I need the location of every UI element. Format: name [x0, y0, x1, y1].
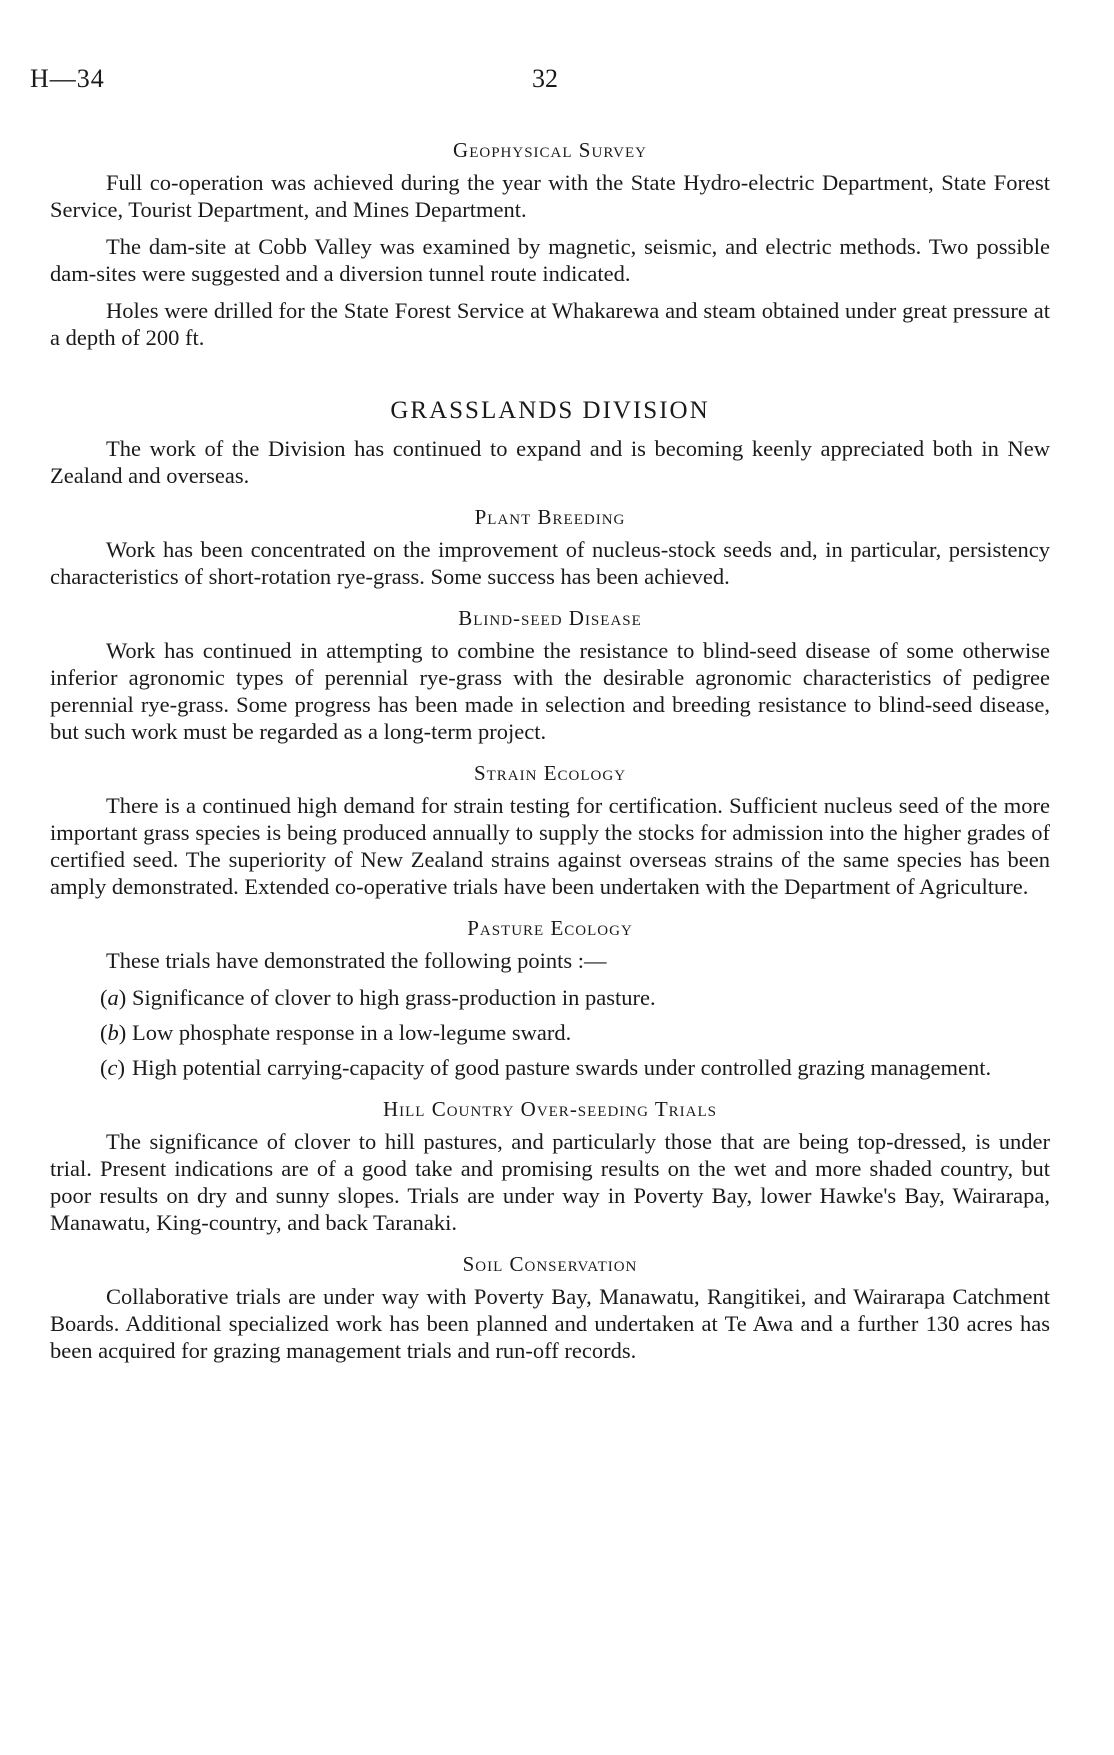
- list-item-letter: b: [107, 1020, 119, 1045]
- list-item-text: Low phosphate response in a low-legume sward.: [132, 1020, 572, 1045]
- pasture-ecology-intro: These trials have demonstrated the following points :—: [106, 948, 607, 973]
- plant-breeding-heading: Plant Breeding: [474, 505, 626, 529]
- list-item-marker: (c): [100, 1055, 125, 1080]
- list-item: [50, 1019, 1050, 1046]
- grasslands-intro-paragraph: The work of the Division has continued to expand and is becoming keenly appreciated both in New Zealand and overseas.: [50, 436, 1050, 488]
- soil-conservation-heading: Soil Conservation: [462, 1252, 638, 1276]
- grasslands-division-heading: GRASSLANDS DIVISION: [390, 397, 710, 424]
- soil-conservation-section: [50, 1252, 1050, 1364]
- page-reference: H—34: [30, 64, 105, 93]
- strain-ecology-section: [50, 761, 1050, 900]
- blind-seed-disease-section: [50, 606, 1050, 745]
- page-number: 32: [532, 64, 558, 93]
- list-item-letter: a: [107, 985, 119, 1010]
- list-item-marker: (b): [100, 1020, 127, 1045]
- pasture-ecology-section: [50, 916, 1050, 1081]
- plant-breeding-paragraph: Work has been concentrated on the improvement of nucleus-stock seeds and, in particular, persistency characteristics of short-rotation rye-grass. Some success has been achieved.: [50, 537, 1050, 589]
- hill-country-paragraph: The significance of clover to hill pastures, and particularly those that are being top-dressed, is under trial. Present indications are of a good take and promising results on the wet and more shaded country, but poor results on dry and sunny slopes. Trials are under way in Poverty Bay, lower Hawke's Bay, Wairarapa, Manawatu, King-country, and back Taranaki.: [50, 1129, 1050, 1235]
- pasture-ecology-heading: Pasture Ecology: [467, 916, 633, 940]
- list-item: [50, 984, 1050, 1011]
- list-item-letter: c: [107, 1055, 118, 1080]
- strain-ecology-heading: Strain Ecology: [473, 761, 627, 785]
- soil-conservation-paragraph: Collaborative trials are under way with Poverty Bay, Manawatu, Rangitikei, and Wairarapa Catchment Boards. Additional specialized work has been planned and undertaken at Te Awa and a further 130 acres has been acquired for grazing management trials and run-off records.: [50, 1284, 1050, 1363]
- geophysical-paragraph-3: Holes were drilled for the State Forest Service at Whakarewa and steam obtained under great pressure at a depth of 200 ft.: [50, 298, 1050, 350]
- list-item: [50, 1054, 1050, 1081]
- list-item-text: Significance of clover to high grass-production in pasture.: [132, 985, 656, 1010]
- geophysical-survey-heading: Geophysical Survey: [453, 138, 647, 162]
- blind-seed-disease-paragraph: Work has continued in attempting to combine the resistance to blind-seed disease of some otherwise inferior agronomic types of perennial rye-grass with the desirable agronomic characteristics of pedigree perennial rye-grass. Some progress has been made in selection and breeding resistance to blind-seed disease, but such work must be regarded as a long-term project.: [50, 638, 1050, 744]
- page-body: [50, 138, 1050, 1374]
- list-item-text: High potential carrying-capacity of good pasture swards under controlled grazing management.: [132, 1055, 992, 1080]
- blind-seed-disease-heading: Blind-seed Disease: [458, 606, 642, 630]
- hill-country-heading: Hill Country Over-seeding Trials: [382, 1097, 718, 1121]
- grasslands-division-section: [50, 397, 1050, 489]
- hill-country-section: [50, 1097, 1050, 1236]
- geophysical-paragraph-1: Full co-operation was achieved during the year with the State Hydro-electric Department, State Forest Service, Tourist Department, and Mines Department.: [50, 170, 1050, 222]
- geophysical-paragraph-2: The dam-site at Cobb Valley was examined by magnetic, seismic, and electric methods. Two possible dam-sites were suggested and a diversion tunnel route indicated.: [50, 234, 1050, 286]
- strain-ecology-paragraph: There is a continued high demand for strain testing for certification. Sufficient nucleus seed of the more important grass species is being produced annually to supply the stocks for admission into the higher grades of certified seed. The superiority of New Zealand strains against overseas strains of the same species has been amply demonstrated. Extended co-operative trials have been undertaken with the Department of Agriculture.: [50, 793, 1050, 899]
- plant-breeding-section: [50, 505, 1050, 590]
- geophysical-survey-section: [50, 138, 1050, 351]
- list-item-marker: (a): [100, 985, 127, 1010]
